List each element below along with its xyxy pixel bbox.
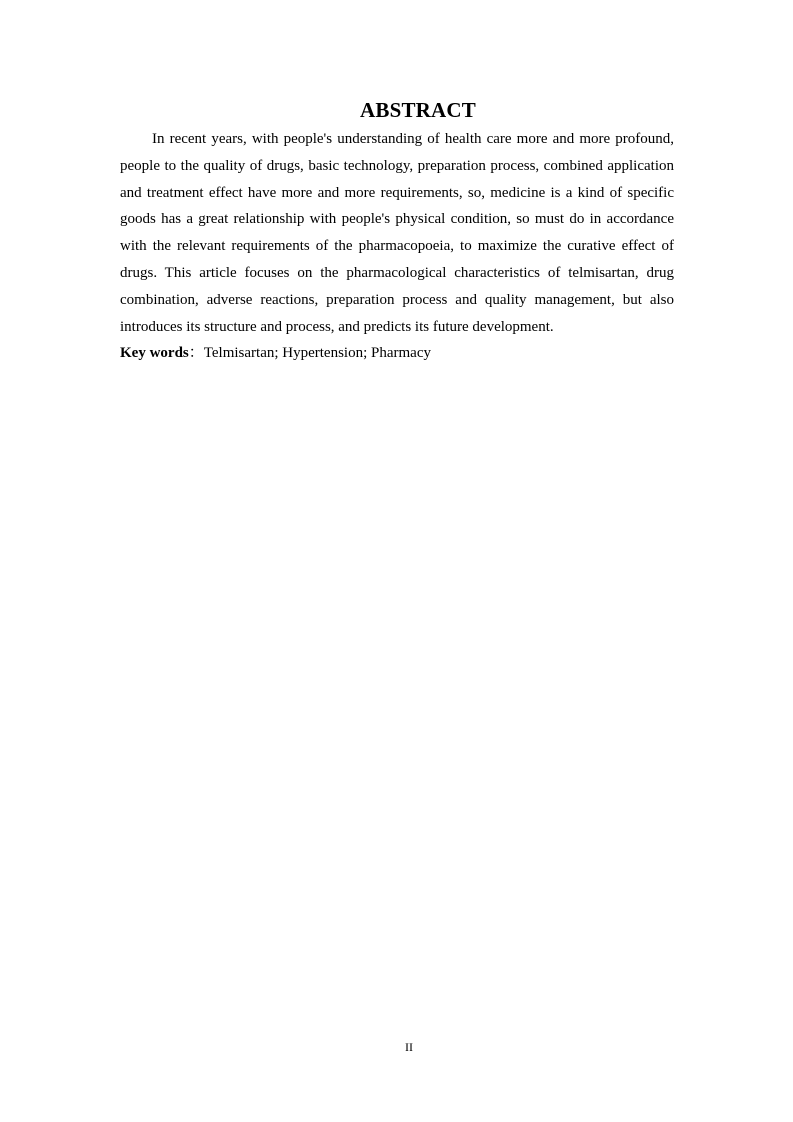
keywords-line (120, 340, 674, 367)
abstract-paragraph: In recent years, with people's understanding of health care more and more profound, people to the quality of drugs, basic technology, preparation process, combined application and treatment effect have more and more requirements, so, medicine is a kind of specific goods has a great relationship with people's physical condition, so must do in accordance with the relevant requirements of the pharmacopoeia, to maximize the curative effect of drugs. This article focuses on the pharmacological characteristics of telmisartan, drug combination, adverse reactions, preparation process and quality management, but also introduces its structure and process, and predicts its future development. (120, 131, 674, 335)
keywords-value: Telmisartan; Hypertension; Pharmacy (203, 345, 431, 362)
abstract-title: ABSTRACT (360, 98, 476, 122)
keywords-label: Key words (120, 345, 189, 362)
keywords-separator: ： (188, 345, 204, 362)
abstract-body (120, 126, 674, 367)
page-number: II (405, 1040, 413, 1054)
